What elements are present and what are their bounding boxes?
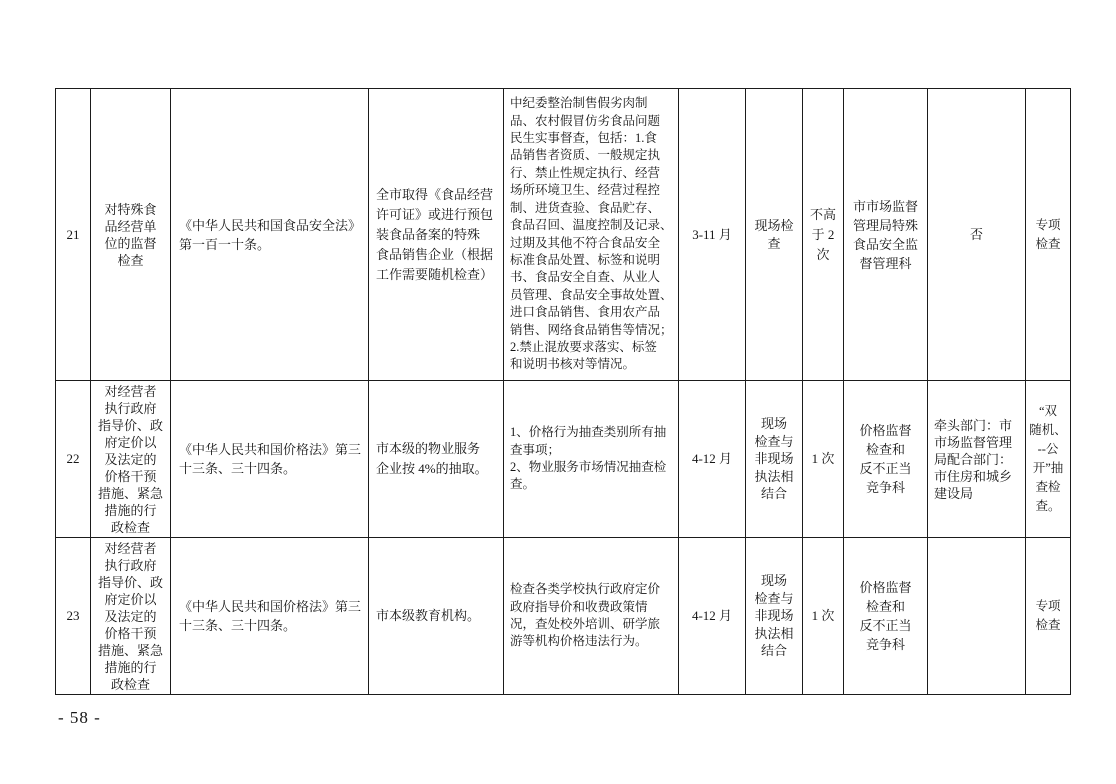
inspection-period: 4-12 月 xyxy=(679,381,746,538)
legal-basis: 《中华人民共和国食品安全法》 第一百一十条。 xyxy=(171,89,369,381)
inspection-target: 市本级教育机构。 xyxy=(369,538,504,695)
row-index: 21 xyxy=(56,89,91,381)
responsible-department: 价格监督 检查和 反不正当 竞争科 xyxy=(844,381,928,538)
row-index: 23 xyxy=(56,538,91,695)
inspection-table xyxy=(55,88,1071,695)
inspection-method: 现场检 查 xyxy=(746,89,803,381)
inspection-item: 对经营者 执行政府 指导价、政 府定价以 及法定的 价格干预 措施、紧急 措施的行 政检查 xyxy=(91,381,171,538)
legal-basis: 《中华人民共和国价格法》第三 十三条、三十四条。 xyxy=(171,381,369,538)
inspection-type: “双 随机、 --公 开”抽 查检 查。 xyxy=(1026,381,1071,538)
inspection-content: 检查各类学校执行政府定价 政府指导价和收费政策情 况，查处校外培训、研学旅 游等机构价格违法行为。 xyxy=(504,538,679,695)
inspection-content: 中纪委整治制售假劣肉制 品、农村假冒仿劣食品问题 民生实事督查，包括：1.食 品销售者资质、一般规定执 行、禁止性规定执行、经营 场所环境卫生、经营过程控 制、进货查验、食品贮存、 食品召回、温度控制及记录、 过期及其他不符合食品安全 标准食品处置、标签和说明 书、食品安全自查、从业人 员管理、食品安全事故处置、 进口食品销售、食用农产品 销售、网络食品销售等情况； 2.禁止混放要求落实、标签 和说明书核对等情况。 xyxy=(504,89,679,381)
inspection-frequency: 1 次 xyxy=(803,381,844,538)
inspection-item: 对特殊食 品经营单 位的监督 检查 xyxy=(91,89,171,381)
inspection-target: 市本级的物业服务 企业按 4%的抽取。 xyxy=(369,381,504,538)
responsible-department: 价格监督 检查和 反不正当 竞争科 xyxy=(844,538,928,695)
row-index: 22 xyxy=(56,381,91,538)
inspection-method: 现场 检查与 非现场 执法相 结合 xyxy=(746,538,803,695)
inspection-item: 对经营者 执行政府 指导价、政 府定价以 及法定的 价格干预 措施、紧急 措施的行 政检查 xyxy=(91,538,171,695)
table-row xyxy=(56,381,1071,538)
joint-departments xyxy=(928,538,1026,695)
inspection-frequency: 不高 于 2 次 xyxy=(803,89,844,381)
inspection-type: 专项 检查 xyxy=(1026,538,1071,695)
inspection-content: 1、价格行为抽查类别所有抽 查事项； 2、物业服务市场情况抽查检 查。 xyxy=(504,381,679,538)
joint-departments: 牵头部门：市 市场监督管理 局配合部门： 市住房和城乡 建设局 xyxy=(928,381,1026,538)
inspection-frequency: 1 次 xyxy=(803,538,844,695)
joint-departments: 否 xyxy=(928,89,1026,381)
page-number: - 58 - xyxy=(58,708,101,727)
table-row xyxy=(56,89,1071,381)
inspection-period: 3-11 月 xyxy=(679,89,746,381)
inspection-period: 4-12 月 xyxy=(679,538,746,695)
inspection-method: 现场 检查与 非现场 执法相 结合 xyxy=(746,381,803,538)
legal-basis: 《中华人民共和国价格法》第三 十三条、三十四条。 xyxy=(171,538,369,695)
inspection-target: 全市取得《食品经营 许可证》或进行预包 装食品备案的特殊 食品销售企业（根据 工作需要随机检查） xyxy=(369,89,504,381)
inspection-type: 专项 检查 xyxy=(1026,89,1071,381)
table-row xyxy=(56,538,1071,695)
responsible-department: 市市场监督 管理局特殊 食品安全监 督管理科 xyxy=(844,89,928,381)
